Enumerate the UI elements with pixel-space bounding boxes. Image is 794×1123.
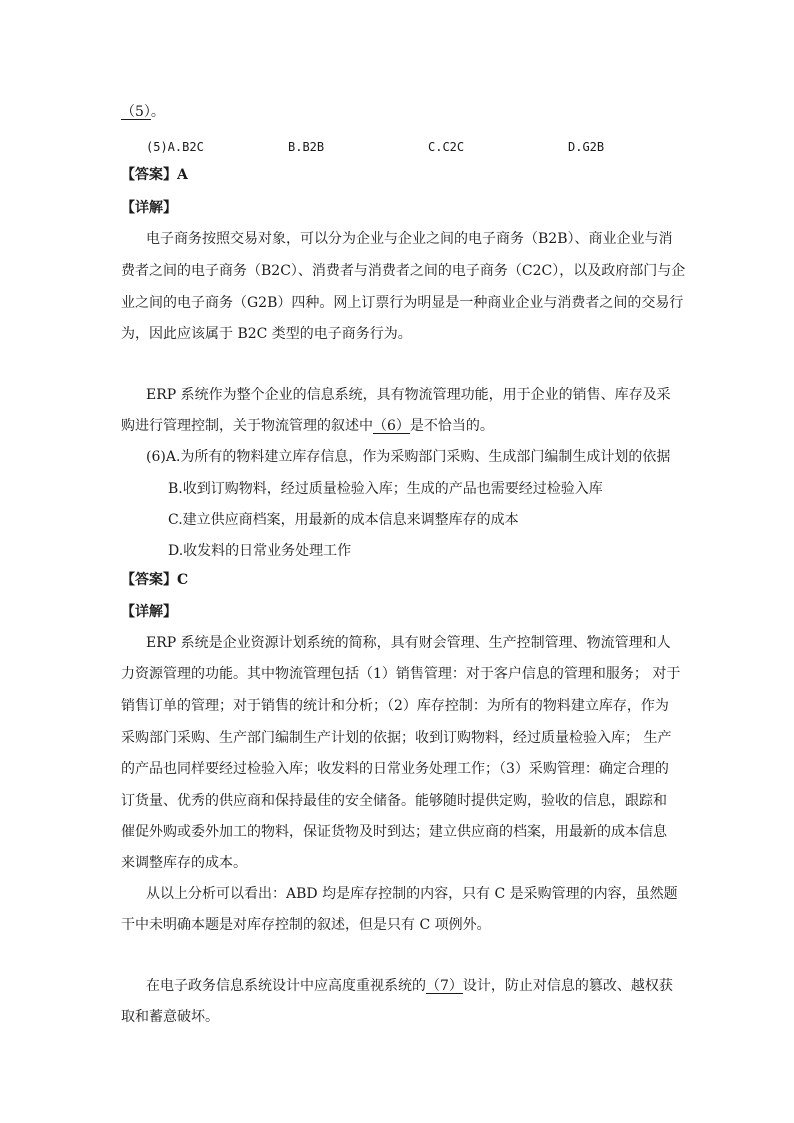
q5-option-b: B.B2B bbox=[288, 140, 325, 154]
q7-stem-post: 设计，防止对信息的篡改、越权获 bbox=[462, 978, 673, 994]
q7-stem-pre: 在电子政务信息系统设计中应高度重视系统的 bbox=[146, 978, 426, 994]
q6-detail-line: 来调整库存的成本。 bbox=[121, 855, 247, 871]
q6-answer bbox=[121, 570, 188, 590]
q5-answer-value: A bbox=[177, 167, 188, 183]
q6-detail-line: ERP 系统是企业资源计划系统的简称，具有财会管理、生产控制管理、物流管理和人 bbox=[146, 635, 671, 651]
q6-detail-line: 的产品也同样要经过检验入库；收发料的日常业务处理工作；（3）采购管理：确定合理的 bbox=[121, 761, 669, 777]
q6-analysis-line: 干中未明确本题是对库存控制的叙述，但是只有 C 项例外。 bbox=[121, 917, 491, 933]
q6-answer-label: 【答案】 bbox=[121, 572, 177, 588]
q6-stem-line: ERP 系统作为整个企业的信息系统，具有物流管理功能，用于企业的销售、库存及采 bbox=[146, 387, 671, 403]
q5-detail-line: 电子商务按照交易对象，可以分为企业与企业之间的电子商务（B2B）、商业企业与消 bbox=[146, 231, 673, 247]
q6-analysis-line: 从以上分析可以看出：ABD 均是库存控制的内容，只有 C 是采购管理的内容，虽然题 bbox=[146, 886, 678, 902]
q5-option-a: (5)A.B2C bbox=[146, 140, 204, 154]
q5-detail-line: 业之间的电子商务（G2B）四种。网上订票行为明显是一种商业企业与消费者之间的交易行 bbox=[121, 295, 684, 311]
q5-detail-label: 【详解】 bbox=[121, 200, 177, 216]
q6-blank: （6） bbox=[373, 418, 410, 434]
q6-answer-value: C bbox=[177, 572, 189, 588]
q5-detail-line: 费者之间的电子商务（B2C）、消费者与消费者之间的电子商务（C2C），以及政府部门与企 bbox=[121, 263, 686, 279]
q7-stem-line bbox=[146, 976, 673, 996]
q6-option-c: C.建立供应商档案，用最新的成本信息来调整库存的成本 bbox=[168, 512, 519, 528]
q6-stem-pre: 购进行管理控制，关于物流管理的叙述中 bbox=[121, 418, 373, 434]
q6-option-a: (6)A.为所有的物料建立库存信息，作为采购部门采购、生成部门编制生成计划的依据 bbox=[146, 449, 671, 465]
q6-detail-line: 力资源管理的功能。其中物流管理包括（1）销售管理：对于客户信息的管理和服务； 对于 bbox=[121, 666, 681, 682]
q6-detail-line: 催促外购或委外加工的物料，保证货物及时到达；建立供应商的档案，用最新的成本信息 bbox=[121, 824, 667, 840]
q5-blank: （5） bbox=[121, 104, 151, 120]
q5-option-d: D.G2B bbox=[568, 140, 605, 154]
q5-stem-tail bbox=[121, 102, 165, 122]
q5-answer-label: 【答案】 bbox=[121, 167, 177, 183]
q5-answer bbox=[121, 165, 188, 185]
q6-detail-line: 采购部门采购、生产部门编制生产计划的依据；收到订购物料，经过质量检验入库； 生产 bbox=[121, 730, 672, 746]
q5-option-c: C.C2C bbox=[428, 140, 465, 154]
q6-stem-post: 是不恰当的。 bbox=[409, 418, 494, 434]
q7-blank: （7） bbox=[426, 978, 463, 994]
q6-detail-label: 【详解】 bbox=[121, 604, 177, 620]
q6-stem-line bbox=[121, 416, 494, 436]
q5-stem-end: 。 bbox=[150, 104, 165, 120]
q6-detail-line: 销售订单的管理；对于销售的统计和分析；（2）库存控制：为所有的物料建立库存，作为 bbox=[121, 698, 669, 714]
q6-detail-line: 订货量、优秀的供应商和保持最佳的安全储备。能够随时提供定购，验收的信息，跟踪和 bbox=[121, 793, 667, 809]
q6-option-b: B.收到订购物料，经过质量检验入库；生成的产品也需要经过检验入库 bbox=[168, 481, 603, 497]
q6-option-d: D.收发料的日常业务处理工作 bbox=[168, 543, 352, 559]
q5-detail-line: 为，因此应该属于 B2C 类型的电子商务行为。 bbox=[121, 326, 412, 342]
q7-stem-line: 取和蓄意破坏。 bbox=[121, 1009, 219, 1025]
